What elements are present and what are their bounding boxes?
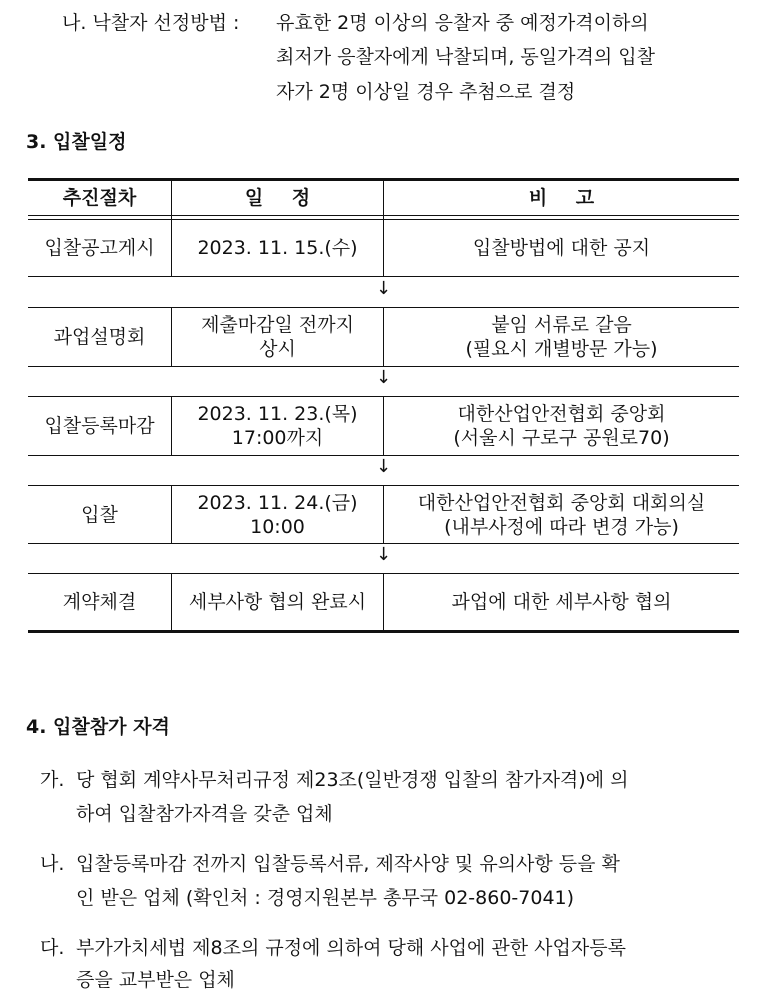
schedule-line: 상시 bbox=[259, 338, 296, 360]
section-4-title: 4. 입찰참가 자격 bbox=[26, 716, 170, 738]
note-line: (서울시 구로구 공원로70) bbox=[453, 427, 670, 449]
row-2-schedule bbox=[172, 308, 383, 366]
item-b-line-1: 입찰등록마감 전까지 입찰등록서류, 제작사양 및 유의사항 등을 확 bbox=[76, 853, 620, 875]
row-1-step: 입찰공고게시 bbox=[44, 237, 155, 259]
row-5-step: 계약체결 bbox=[62, 591, 137, 613]
note-line: (내부사정에 따라 변경 가능) bbox=[444, 515, 679, 538]
header-schedule: 일 정 bbox=[244, 187, 311, 209]
item-b-line-2: 인 받은 업체 (확인처 : 경영지원본부 총무국 02-860-7041) bbox=[76, 887, 575, 909]
schedule-line: 10:00 bbox=[250, 515, 305, 538]
schedule-line: 17:00까지 bbox=[231, 427, 324, 449]
note-line: 입찰방법에 대한 공지 bbox=[472, 237, 651, 259]
schedule-line: 2023. 11. 23.(목) bbox=[197, 403, 358, 425]
note-line: 붙임 서류로 갈음 bbox=[491, 314, 632, 336]
note-line: 대한산업안전협회 중앙회 대회의실 bbox=[417, 491, 706, 514]
row-2-note bbox=[384, 308, 739, 366]
schedule-line: 제출마감일 전까지 bbox=[201, 314, 354, 336]
row-3-step: 입찰등록마감 bbox=[44, 415, 155, 437]
row-3-note bbox=[384, 397, 739, 455]
schedule-table bbox=[28, 178, 739, 633]
note-line: 대한산업안전협회 중앙회 bbox=[457, 403, 666, 425]
header-step: 추진절차 bbox=[62, 187, 137, 209]
row-1-note bbox=[384, 220, 739, 276]
item-marker: 가. bbox=[40, 769, 65, 791]
note-line: (필요시 개별방문 가능) bbox=[465, 338, 658, 360]
row-rule bbox=[28, 276, 739, 277]
item-a-line-1: 당 협회 계약사무처리규정 제23조(일반경쟁 입찰의 참가자격)에 의 bbox=[76, 769, 629, 791]
item-c-line-1: 부가가치세법 제8조의 규정에 의하여 당해 사업에 관한 사업자등록 bbox=[76, 937, 626, 959]
selection-method-line-2: 최저가 응찰자에게 낙찰되며, 동일가격의 입찰 bbox=[276, 46, 655, 68]
item-marker: 다. bbox=[40, 937, 65, 959]
row-4-step: 입찰 bbox=[81, 503, 118, 526]
schedule-line: 세부사항 협의 완료시 bbox=[188, 591, 367, 613]
row-5-schedule bbox=[172, 574, 383, 630]
down-arrow-icon: ↓ bbox=[375, 456, 392, 477]
schedule-line: 2023. 11. 15.(수) bbox=[197, 237, 358, 259]
selection-method-line-1: 유효한 2명 이상의 응찰자 중 예정가격이하의 bbox=[276, 12, 649, 34]
note-line: 과업에 대한 세부사항 협의 bbox=[451, 591, 672, 613]
selection-method-line-3: 자가 2명 이상일 경우 추첨으로 결정 bbox=[276, 81, 576, 103]
section-3-title: 3. 입찰일정 bbox=[26, 131, 127, 153]
table-bottom-rule bbox=[28, 630, 739, 633]
down-arrow-icon: ↓ bbox=[375, 544, 392, 565]
item-a-line-2: 하여 입찰참가자격을 갖춘 업체 bbox=[76, 803, 333, 825]
row-3-schedule bbox=[172, 397, 383, 455]
header-note: 비 고 bbox=[528, 187, 595, 209]
item-c-line-2: 증을 교부받은 업체 bbox=[76, 969, 235, 991]
item-marker: 나. bbox=[40, 853, 65, 875]
selection-method-label: 나. 낙찰자 선정방법 : bbox=[62, 12, 240, 34]
row-4-schedule bbox=[172, 486, 383, 543]
down-arrow-icon: ↓ bbox=[375, 367, 392, 388]
schedule-line: 2023. 11. 24.(금) bbox=[197, 491, 358, 514]
row-1-schedule bbox=[172, 220, 383, 276]
row-2-step: 과업설명회 bbox=[53, 326, 146, 348]
row-4-note bbox=[384, 486, 739, 543]
down-arrow-icon: ↓ bbox=[375, 278, 392, 299]
row-5-note bbox=[384, 574, 739, 630]
